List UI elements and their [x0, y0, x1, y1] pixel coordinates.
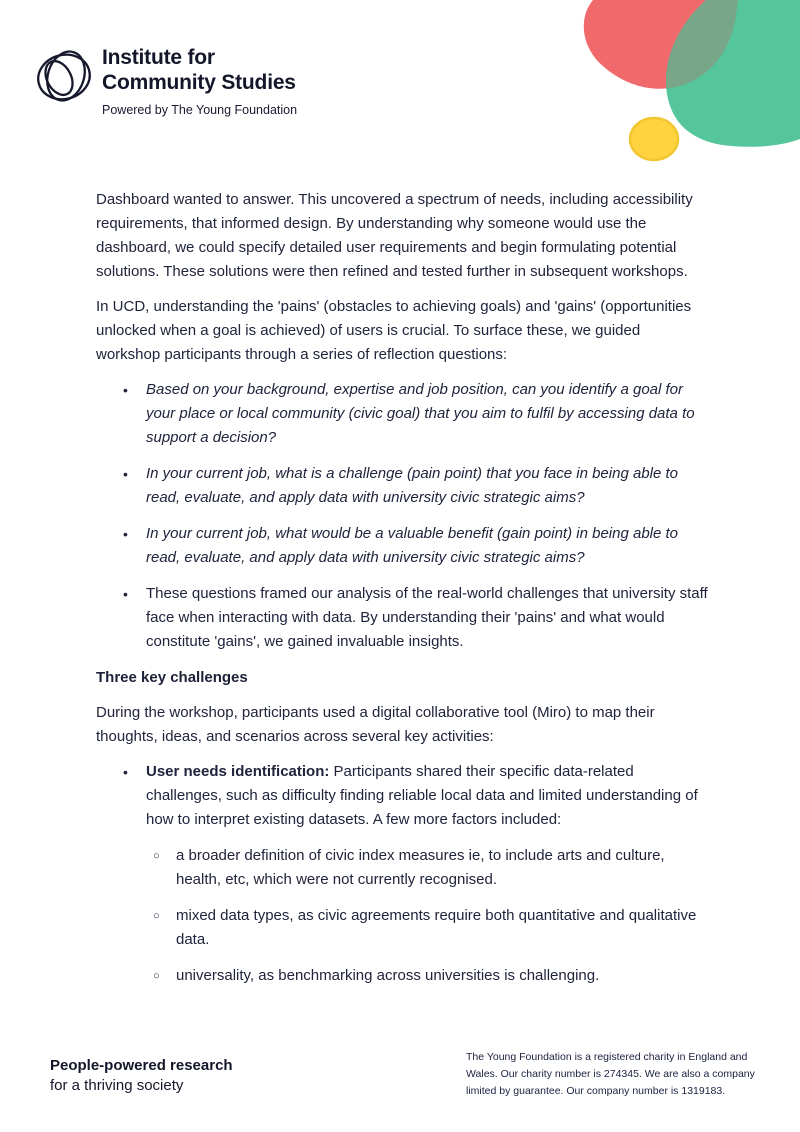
circle-bullet-icon: ○ — [153, 850, 160, 862]
circle-bullet-icon: ○ — [153, 970, 160, 982]
footer-tagline-bold: People-powered research — [50, 1057, 233, 1074]
footer-tagline — [50, 1056, 233, 1096]
list-item — [96, 462, 708, 510]
bullet-icon: • — [123, 764, 128, 780]
reflection-question-2: In your current job, what is a challenge (pain point) that you face in being able to read, evaluate, and apply data with university civic strategic aims? — [146, 465, 678, 506]
logo-mark-icon — [34, 47, 96, 109]
list-item — [96, 964, 708, 988]
bullet-icon: • — [123, 526, 128, 542]
reflection-summary: These questions framed our analysis of the real-world challenges that university staff face when interacting with data. By understanding their 'pains' and what would constitute 'gains', we gained invaluable insights. — [146, 585, 708, 650]
paragraph-ucd: In UCD, understanding the 'pains' (obstacles to achieving goals) and 'gains' (opportunities unlocked when a goal is achieved) of users is crucial. To surface these, we guided workshop participants through a series of reflection questions: — [96, 298, 692, 363]
user-needs-rest: Participants shared their specific data-related challenges, such as difficulty finding reliable local data and limited understanding of how to interpret existing datasets. A few more factors included: — [146, 763, 698, 828]
user-needs-item — [146, 760, 708, 832]
factor-3: universality, as benchmarking across universities is challenging. — [176, 967, 600, 984]
reflection-question-1: Based on your background, expertise and job position, can you identify a goal for your place or local community (civic goal) that you aim to fulfil by accessing data to support a decision? — [146, 381, 695, 446]
list-item — [96, 904, 708, 952]
logo-text — [102, 45, 297, 118]
logo-title-line1: Institute for — [102, 46, 215, 69]
list-item — [96, 844, 708, 892]
paragraph-workshop: During the workshop, participants used a digital collaborative tool (Miro) to map their thoughts, ideas, and scenarios across several key activities: — [96, 704, 655, 745]
bullet-icon: • — [123, 382, 128, 398]
factor-1: a broader definition of civic index measures ie, to include arts and culture, health, etc, which were not currently recognised. — [176, 847, 665, 888]
circle-bullet-icon: ○ — [153, 910, 160, 922]
org-logo — [34, 45, 297, 118]
bullet-icon: • — [123, 466, 128, 482]
list-item — [96, 378, 708, 450]
footer-legal-text: The Young Foundation is a registered charity in England and Wales. Our charity number is 274345. We are also a company limited by guarantee. Our company number is 1319183. — [466, 1051, 755, 1097]
activities-list — [96, 760, 708, 832]
footer-tagline-regular: for a thriving society — [50, 1077, 184, 1094]
section-heading: Three key challenges — [96, 669, 248, 686]
list-item — [96, 522, 708, 570]
paragraph-intro: Dashboard wanted to answer. This uncovered a spectrum of needs, including accessibility requirements, that informed design. By understanding why someone would use the dashboard, we could specify detailed user requirements and begin formulating potential solutions. These solutions were then refined and tested further in subsequent workshops. — [96, 191, 693, 280]
list-item — [96, 582, 708, 654]
yellow-blob-shape — [630, 118, 678, 160]
user-needs-lead: User needs identification: — [146, 763, 330, 780]
reflection-question-3: In your current job, what would be a valuable benefit (gain point) in being able to read, evaluate, and apply data with university civic strategic aims? — [146, 525, 679, 566]
factor-2: mixed data types, as civic agreements require both quantitative and qualitative data. — [176, 907, 697, 948]
corner-blobs-decoration — [560, 0, 800, 180]
factors-sublist — [96, 844, 708, 988]
logo-tagline: Powered by The Young Foundation — [102, 103, 298, 117]
reflection-questions-list — [96, 378, 708, 654]
bullet-icon: • — [123, 586, 128, 602]
list-item — [96, 760, 708, 832]
document-body — [96, 188, 708, 1000]
logo-title-line2: Community Studies — [102, 71, 296, 94]
